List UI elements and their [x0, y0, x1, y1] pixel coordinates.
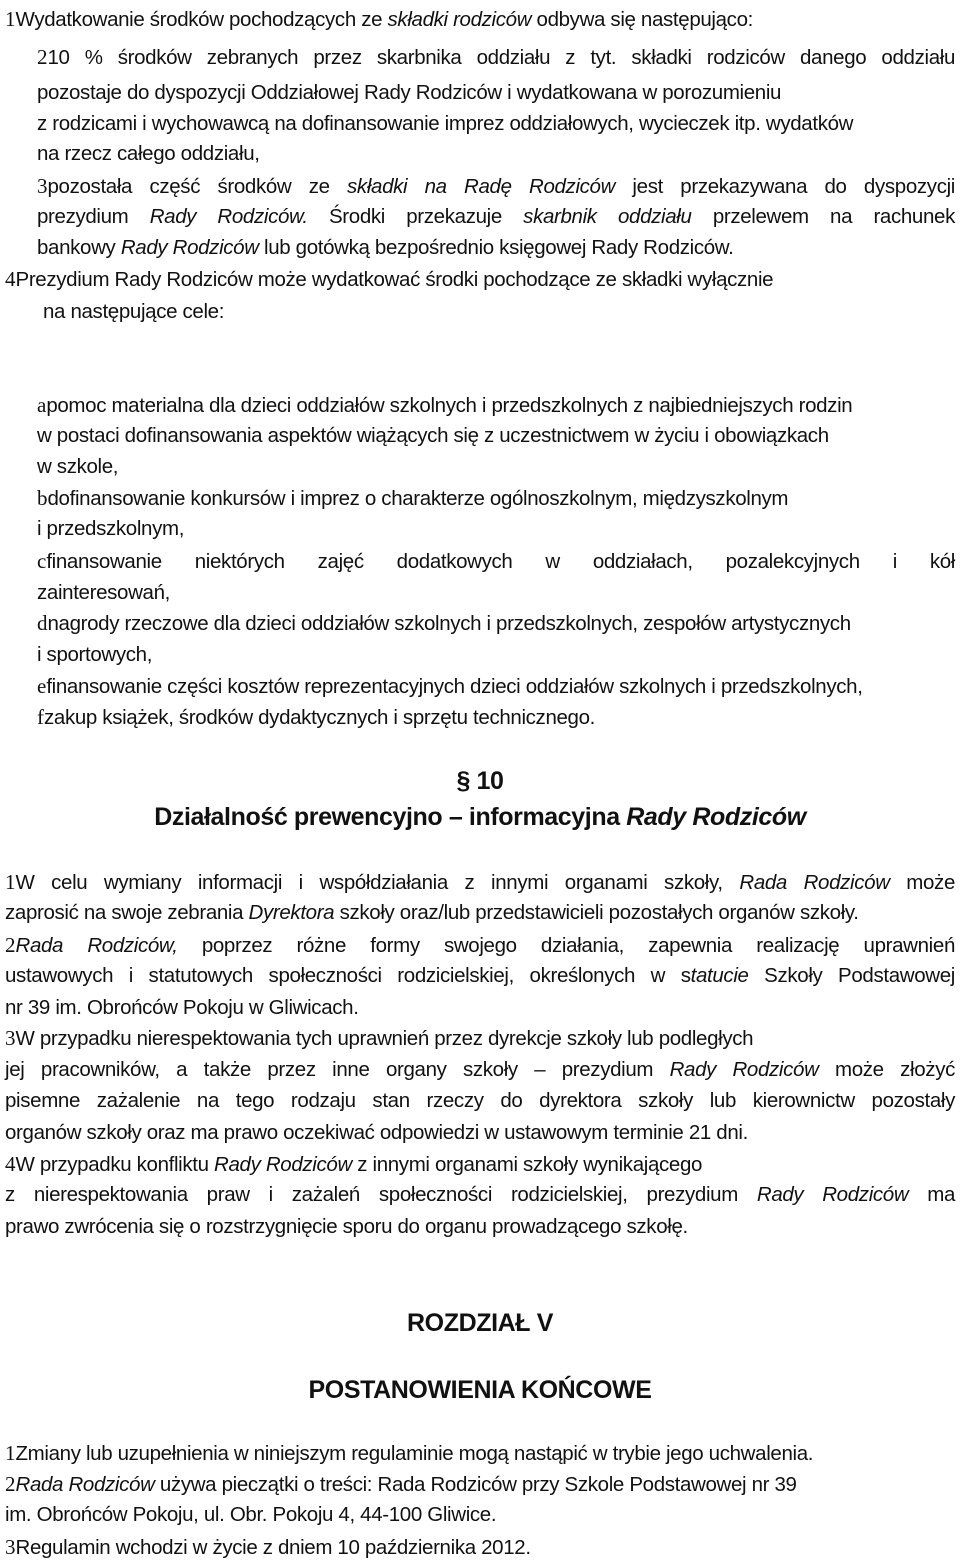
paragraph-line	[5, 900, 859, 926]
chapter-title: ROZDZIAŁ V	[407, 1309, 553, 1337]
list-letter: f	[37, 705, 44, 729]
text-run: Wydatkowanie środków pochodzących ze	[15, 8, 388, 31]
italic-text-run: składki na Radę Rodziców	[347, 175, 616, 198]
italic-text-run: Rada Rodziców,	[15, 934, 178, 957]
italic-text-run: Rady Rodziców	[626, 803, 806, 831]
paragraph-number: 4	[5, 1152, 16, 1176]
text-run: używa pieczątki o treści: Rada Rodziców przy Szkole Podstawowej nr 39	[154, 1473, 797, 1496]
italic-text-run: Dyrektora	[248, 901, 335, 924]
italic-text-run: Rada Rodziców	[15, 1473, 155, 1496]
paragraph-number: 3	[5, 1026, 16, 1050]
paragraph-line: organów szkoły oraz ma prawo oczekiwać odpowiedzi w ustawowym terminie 21 dni.	[5, 1121, 748, 1144]
text-run: nagrody rzeczowe dla dzieci oddziałów szkolnych i przedszkolnych, zespołów artystycznych	[47, 612, 851, 635]
text-run: pomoc materialna dla dzieci oddziałów szkolnych i przedszkolnych z najbiedniejszych rodzin	[46, 394, 853, 417]
paragraph-line	[5, 1151, 702, 1178]
paragraph-line	[5, 869, 955, 896]
italic-text-run: Rady Rodziców	[120, 236, 259, 259]
paragraph-line	[37, 204, 955, 230]
section-title	[0, 802, 960, 832]
paragraph-number: 3	[5, 1535, 16, 1559]
paragraph-line	[5, 1440, 813, 1467]
italic-text-run: Rady Rodziców.	[149, 205, 308, 228]
text-run: W celu wymiany informacji i współdziałania z innymi organami szkoły,	[15, 871, 740, 894]
paragraph-line	[5, 963, 955, 989]
paragraph-number: 1	[5, 1441, 16, 1465]
italic-text-run: Rady Rodziców	[756, 1183, 909, 1206]
text-run: finansowanie niektórych zajęć dodatkowych w oddziałach, pozalekcyjnych i kół	[46, 550, 955, 573]
text-run: szkoły oraz/lub przedstawicieli pozostałych organów szkoły.	[334, 901, 859, 924]
text-run: poprzez różne formy swojego działania, zapewnia realizację uprawnień	[177, 934, 955, 957]
paragraph-number: 1	[5, 7, 16, 31]
text-run: Prezydium Rady Rodziców może wydatkować środki pochodzące ze składki wyłącznie	[15, 268, 774, 291]
paragraph-number: 2	[5, 1472, 16, 1496]
paragraph-line	[5, 266, 773, 293]
text-run: lub gotówką bezpośrednio księgowej Rady Rodziców.	[258, 236, 734, 259]
list-number: 2	[37, 45, 48, 69]
text-run: pozostała część środków ze	[47, 175, 348, 198]
list-item	[37, 704, 595, 731]
paragraph-line	[37, 235, 733, 261]
text-run: odbywa się następująco:	[531, 8, 753, 31]
text-run: może złożyć	[818, 1058, 955, 1081]
list-item	[37, 548, 955, 575]
paragraph-line	[5, 6, 753, 33]
paragraph-line	[5, 1057, 955, 1083]
paragraph-line: pozostaje do dyspozycji Oddziałowej Rady Rodziców i wydatkowana w porozumieniu	[37, 81, 782, 104]
list-letter: a	[37, 393, 47, 417]
italic-text-run: Rady Rodziców	[214, 1153, 352, 1176]
text-run: Zmiany lub uzupełnienia w niniejszym regulaminie mogą nastąpić w trybie jego uchwalenia.	[15, 1442, 814, 1465]
list-letter: d	[37, 611, 48, 635]
paragraph-line: z rodzicami i wychowawcą na dofinansowanie imprez oddziałowych, wycieczek itp. wydatków	[37, 112, 854, 135]
text-run: jej pracowników, a także przez inne organy szkoły – prezydium	[5, 1058, 670, 1081]
text-run: z innymi organami szkoły wynikającego	[351, 1153, 703, 1176]
paragraph-line	[5, 1025, 753, 1052]
italic-text-run: Rada Rodziców	[739, 871, 890, 894]
text-run: ustawowych i statutowych społeczności rodzicielskiej, określonych w s	[5, 964, 691, 987]
list-letter: e	[37, 674, 47, 698]
text-run: prezydium	[37, 205, 150, 228]
list-letter: c	[37, 549, 47, 573]
text-run: finansowanie części kosztów reprezentacyjnych dzieci oddziałów szkolnych i przedszkolnych,	[46, 675, 863, 698]
paragraph-line: w szkole,	[37, 455, 119, 478]
text-run: bankowy	[37, 236, 121, 259]
paragraph-line: nr 39 im. Obrońców Pokoju w Gliwicach.	[5, 996, 359, 1019]
paragraph-line	[37, 173, 955, 200]
section-number: § 10	[456, 767, 504, 795]
text-run: 10 % środków zebranych przez skarbnika oddziału z tyt. składki rodziców danego oddziału	[47, 46, 955, 69]
text-run: Działalność prewencyjno – informacyjna	[154, 803, 627, 831]
text-run: Regulamin wchodzi w życie z dniem 10 października 2012.	[15, 1536, 531, 1559]
paragraph-line	[37, 44, 955, 71]
paragraph-line: im. Obrońców Pokoju, ul. Obr. Pokoju 4, 44-100 Gliwice.	[5, 1503, 497, 1526]
paragraph-line	[5, 1182, 955, 1208]
paragraph-line: i sportowych,	[37, 643, 153, 666]
paragraph-line	[5, 1534, 531, 1561]
paragraph-line: na rzecz całego oddziału,	[37, 142, 260, 165]
paragraph-line: na następujące cele:	[43, 300, 225, 323]
paragraph-line	[5, 932, 955, 959]
list-number: 3	[37, 174, 48, 198]
text-run: Środki przekazuje	[307, 205, 524, 228]
text-run: z nierespektowania praw i zażaleń społeczności rodzicielskiej, prezydium	[5, 1183, 757, 1206]
list-item	[37, 392, 852, 419]
list-item	[37, 610, 851, 637]
italic-text-run: tatucie	[690, 964, 749, 987]
paragraph-number: 1	[5, 870, 16, 894]
chapter-subtitle: POSTANOWIENIA KOŃCOWE	[308, 1376, 652, 1404]
italic-text-run: składki rodziców	[387, 8, 532, 31]
italic-text-run: skarbnik oddziału	[523, 205, 692, 228]
text-run: W przypadku nierespektowania tych uprawnień przez dyrekcje szkoły lub podległych	[15, 1027, 754, 1050]
list-item	[37, 673, 863, 700]
paragraph-line: prawo zwrócenia się o rozstrzygnięcie sporu do organu prowadzącego szkołę.	[5, 1215, 688, 1238]
text-run: dofinansowanie konkursów i imprez o charakterze ogólnoszkolnym, międzyszkolnym	[47, 487, 789, 510]
paragraph-number: 4	[5, 267, 16, 291]
paragraph-line	[5, 1471, 797, 1498]
list-letter: b	[37, 486, 48, 510]
italic-text-run: Rady Rodziców	[669, 1058, 819, 1081]
paragraph-line: i przedszkolnym,	[37, 517, 185, 540]
text-run: ma	[908, 1183, 956, 1206]
paragraph-line: zainteresowań,	[37, 581, 170, 604]
text-run: Szkoły Podstawowej	[748, 964, 955, 987]
text-run: przelewem na rachunek	[691, 205, 955, 228]
text-run: zaprosić na swoje zebrania	[5, 901, 249, 924]
text-run: może	[889, 871, 955, 894]
text-run: jest przekazywana do dyspozycji	[615, 175, 955, 198]
text-run: W przypadku konfliktu	[15, 1153, 215, 1176]
paragraph-number: 2	[5, 933, 16, 957]
list-item	[37, 485, 788, 512]
paragraph-line: pisemne zażalenie na tego rodzaju stan rzeczy do dyrektora szkoły lub kierownictw pozostały	[5, 1089, 955, 1112]
paragraph-line: w postaci dofinansowania aspektów wiążących się z uczestnictwem w życiu i obowiązkach	[37, 424, 829, 447]
text-run: zakup książek, środków dydaktycznych i sprzętu technicznego.	[44, 706, 595, 729]
